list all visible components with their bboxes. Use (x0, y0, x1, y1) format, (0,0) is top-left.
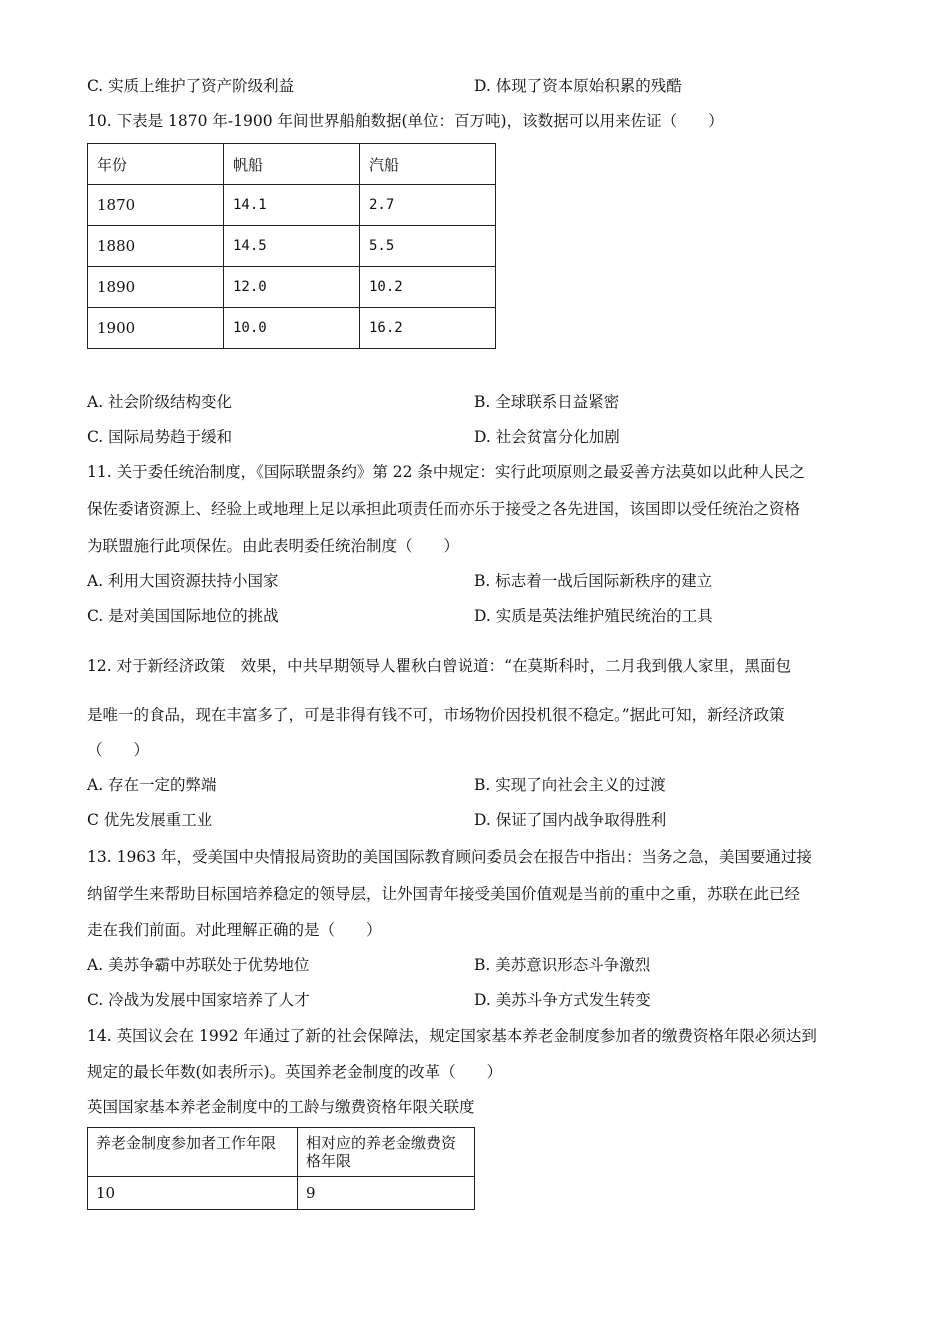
cell-steam: 2.7 (360, 185, 496, 226)
q12-line-3: （ ） (87, 741, 150, 759)
table-header-row (88, 144, 496, 185)
table-row (88, 308, 496, 349)
q12-line-1: 12. 对于新经济政策 效果，中共早期领导人瞿秋白曾说道：“在莫斯科时，二月我到俄人家里，黑面包 (87, 657, 792, 675)
q13-option-d: D. 美苏斗争方式发生转变 (474, 991, 651, 1009)
header-year: 年份 (88, 144, 224, 185)
q13-line-3: 走在我们前面。对此理解正确的是（ ） (87, 921, 382, 939)
q12-line-2: 是唯一的食品，现在丰富多了，可是非得有钱不可，市场物价因投机很不稳定。”据此可知，新经济政策 (87, 706, 785, 724)
cell-steam: 5.5 (360, 226, 496, 267)
q11-option-c: C. 是对美国国际地位的挑战 (87, 607, 279, 625)
q11-line-3: 为联盟施行此项保佐。由此表明委任统治制度（ ） (87, 537, 460, 555)
cell-year: 1870 (88, 185, 224, 226)
header-work-years: 养老金制度参加者工作年限 (88, 1128, 298, 1177)
q11-option-b: B. 标志着一战后国际新秩序的建立 (474, 572, 713, 590)
q13-option-b: B. 美苏意识形态斗争激烈 (474, 956, 651, 974)
header-sailing-ship: 帆船 (224, 144, 360, 185)
cell-contribution-years: 9 (298, 1177, 475, 1210)
table-row (88, 226, 496, 267)
q11-option-a: A. 利用大国资源扶持小国家 (87, 572, 279, 590)
table-row (88, 1177, 475, 1210)
table-header-row (88, 1128, 475, 1177)
q13-option-c: C. 冷战为发展中国家培养了人才 (87, 991, 310, 1009)
q11-option-d: D. 实质是英法维护殖民统治的工具 (474, 607, 713, 625)
q10-option-a: A. 社会阶级结构变化 (87, 393, 233, 411)
q12-option-a: A. 存在一定的弊端 (87, 776, 217, 794)
q10-option-b: B. 全球联系日益紧密 (474, 393, 620, 411)
ship-data-table (87, 143, 496, 349)
cell-steam: 16.2 (360, 308, 496, 349)
q14-table-caption: 英国国家基本养老金制度中的工龄与缴费资格年限关联度 (87, 1098, 475, 1116)
cell-sailing: 14.1 (224, 185, 360, 226)
table-row (88, 267, 496, 308)
q14-line-1: 14. 英国议会在 1992 年通过了新的社会保障法，规定国家基本养老金制度参加者的缴费资格年限必须达到 (87, 1027, 817, 1045)
table-row (88, 185, 496, 226)
q10-option-d: D. 社会贫富分化加剧 (474, 428, 620, 446)
cell-steam: 10.2 (360, 267, 496, 308)
pension-table (87, 1127, 475, 1210)
q11-line-2: 保佐委诸资源上、经验上或地理上足以承担此项责任而亦乐于接受之各先进国，该国即以受任统治之资格 (87, 500, 801, 518)
q13-line-2: 纳留学生来帮助目标国培养稳定的领导层，让外国青年接受美国价值观是当前的重中之重，苏联在此已经 (87, 885, 801, 903)
q10-option-c: C. 国际局势趋于缓和 (87, 428, 233, 446)
q12-option-d: D. 保证了国内战争取得胜利 (474, 811, 667, 829)
q9-option-d: D. 体现了资本原始积累的残酷 (474, 77, 682, 95)
q12-option-b: B. 实现了向社会主义的过渡 (474, 776, 666, 794)
cell-year: 1880 (88, 226, 224, 267)
header-steamship: 汽船 (360, 144, 496, 185)
cell-sailing: 12.0 (224, 267, 360, 308)
q9-option-c: C. 实质上维护了资产阶级利益 (87, 77, 295, 95)
q14-line-2: 规定的最长年数(如表所示)。英国养老金制度的改革（ ） (87, 1063, 503, 1081)
q10-stem: 10. 下表是 1870 年-1900 年间世界船舶数据(单位：百万吨)，该数据可以用来佐证（ ） (87, 112, 724, 130)
header-contribution-years: 相对应的养老金缴费资格年限 (298, 1128, 475, 1177)
cell-work-years: 10 (88, 1177, 298, 1210)
cell-sailing: 10.0 (224, 308, 360, 349)
q13-option-a: A. 美苏争霸中苏联处于优势地位 (87, 956, 310, 974)
q12-option-c: C 优先发展重工业 (87, 811, 213, 829)
cell-sailing: 14.5 (224, 226, 360, 267)
q11-line-1: 11. 关于委任统治制度，《国际联盟条约》第 22 条中规定：实行此项原则之最妥善方法莫如以此种人民之 (87, 463, 805, 481)
cell-year: 1900 (88, 308, 224, 349)
cell-year: 1890 (88, 267, 224, 308)
q13-line-1: 13. 1963 年，受美国中央情报局资助的美国国际教育顾问委员会在报告中指出：当务之急，美国要通过接 (87, 848, 812, 866)
